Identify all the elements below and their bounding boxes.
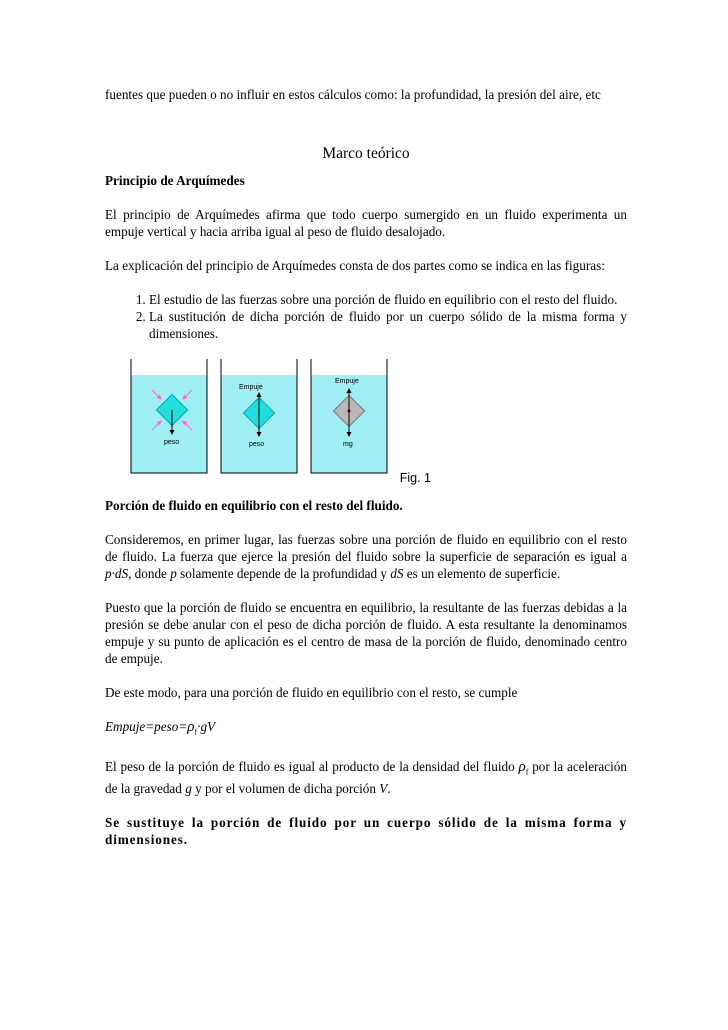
label-peso-1: peso: [164, 439, 180, 446]
container-3: [311, 359, 387, 473]
formula-empuje: $Empuje=peso=\rho_f\cdot gV$: [105, 719, 216, 737]
label-empuje-3: Empuje: [335, 378, 359, 385]
intro-text: fuentes que pueden o no influir en estos cálculos como: la profundidad, la presión del aire, etc: [105, 87, 601, 102]
paragraph-forces: Consideremos, en primer lugar, las fuerzas sobre una porción de fluido en equilibrio con el resto de fluido. La fuerza que ejerce la presión del fluido sobre la superficie de separación es igual a p·dS, donde p solamente depende de la profundidad y dS es un elemento de superficie.: [105, 532, 627, 581]
figure-1: [105, 359, 627, 485]
container-1: [131, 359, 207, 473]
archimedes-diagram: [129, 359, 429, 475]
figure-caption: Fig. 1: [399, 471, 431, 485]
document-page: [105, 86, 627, 848]
paragraph-explanation: La explicación del principio de Arquímedes consta de dos partes como se indica en las figuras:: [105, 258, 605, 273]
list-item: 2. La sustitución de dicha porción de fluido por un cuerpo sólido de la misma forma y dimensiones.: [149, 308, 627, 342]
label-peso-2: peso: [249, 441, 265, 448]
subsection-heading-2: Porción de fluido en equilibrio con el resto del fluido.: [105, 498, 403, 513]
paragraph-principle: El principio de Arquímedes afirma que todo cuerpo sumergido en un fluido experimenta un empuje vertical y hacia arriba igual al peso de fluido desalojado.: [105, 207, 627, 239]
container-2: [221, 359, 297, 473]
label-mg: mg: [343, 441, 353, 448]
section-title: Marco teórico: [322, 145, 410, 162]
label-empuje-2: Empuje: [239, 384, 263, 391]
list-item: 1. El estudio de las fuerzas sobre una porción de fluido en equilibrio con el resto del fluido.: [149, 291, 627, 308]
subsection-heading-3: Se sustituye la porción de fluido por un cuerpo sólido de la misma forma y dimensiones.: [105, 815, 627, 848]
paragraph-equilibrium: Puesto que la porción de fluido se encuentra en equilibrio, la resultante de las fuerzas debidas a la presión se debe anular con el peso de dicha porción de fluido. A esta resultante la denominamos empuje y su punto de aplicación es el centro de masa de la porción de fluido, denominado centro de empuje.: [105, 600, 627, 666]
paragraph-weight: El peso de la porción de fluido es igual al producto de la densidad del fluido $\rho_f$ por la aceleración de la gravedad g y por el volumen de dicha porción V.: [105, 758, 627, 797]
subsection-heading-1: Principio de Arquímedes: [105, 173, 245, 188]
paragraph-condition: De este modo, para una porción de fluido en equilibrio con el resto, se cumple: [105, 685, 518, 700]
numbered-list: [105, 291, 627, 342]
